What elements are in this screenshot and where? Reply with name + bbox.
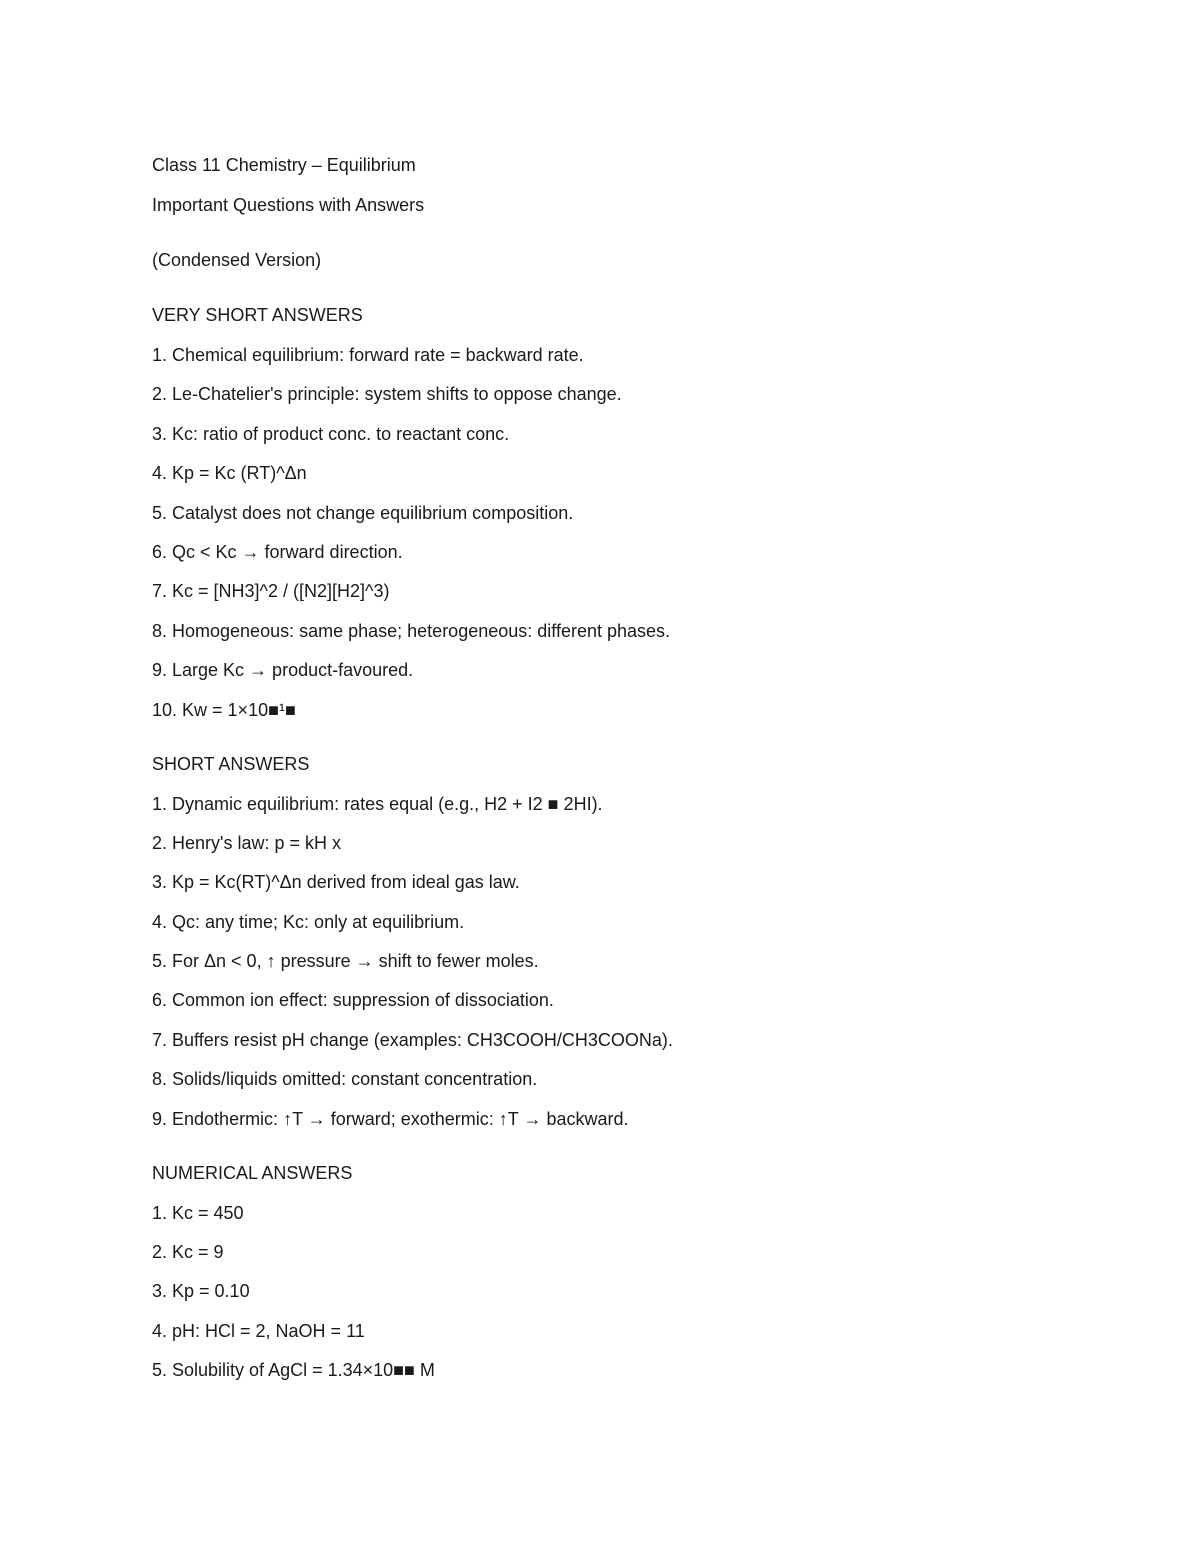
document-subtitle: Important Questions with Answers	[152, 195, 425, 215]
list-item: 1. Kc = 450	[152, 1202, 244, 1223]
list-item: 8. Homogeneous: same phase; heterogeneous: different phases.	[152, 620, 671, 641]
list-item: 1. Chemical equilibrium: forward rate = backward rate.	[152, 345, 584, 365]
section-heading-very-short: VERY SHORT ANSWERS	[152, 305, 363, 325]
list-item: 3. Kp = Kc(RT)^Δn derived from ideal gas law.	[152, 872, 520, 893]
list-item: 9. Endothermic: ↑T → forward; exothermic: ↑T → backward.	[152, 1108, 629, 1129]
list-item: 4. pH: HCl = 2, NaOH = 11	[152, 1320, 365, 1341]
list-item: 3. Kc: ratio of product conc. to reactant conc.	[152, 423, 510, 444]
list-item: 5. Solubility of AgCl = 1.34×10■■ M	[152, 1360, 435, 1381]
list-item: 10. Kw = 1×10■¹■	[152, 699, 296, 720]
list-item: 6. Common ion effect: suppression of dissociation.	[152, 990, 554, 1011]
list-item: 9. Large Kc → product-favoured.	[152, 660, 414, 681]
list-item: 7. Buffers resist pH change (examples: CH3COOH/CH3COONa).	[152, 1029, 673, 1050]
document-content	[152, 153, 1112, 1398]
list-item: 6. Qc < Kc → forward direction.	[152, 541, 403, 562]
list-item: 5. For Δn < 0, ↑ pressure → shift to fewer moles.	[152, 951, 539, 972]
list-item: 2. Kc = 9	[152, 1242, 224, 1263]
list-item: 2. Henry's law: p = kH x	[152, 832, 341, 853]
list-item: 8. Solids/liquids omitted: constant concentration.	[152, 1069, 538, 1090]
section-heading-numerical: NUMERICAL ANSWERS	[152, 1162, 353, 1183]
document-version-note: (Condensed Version)	[152, 250, 322, 270]
list-item: 1. Dynamic equilibrium: rates equal (e.g., H2 + I2 ■ 2HI).	[152, 793, 603, 814]
document-title: Class 11 Chemistry – Equilibrium	[152, 155, 416, 175]
list-item: 4. Kp = Kc (RT)^Δn	[152, 463, 307, 484]
list-item: 2. Le-Chatelier's principle: system shifts to oppose change.	[152, 384, 622, 405]
list-item: 3. Kp = 0.10	[152, 1281, 250, 1302]
list-item: 7. Kc = [NH3]^2 / ([N2][H2]^3)	[152, 581, 390, 602]
list-item: 4. Qc: any time; Kc: only at equilibrium.	[152, 911, 465, 932]
list-item: 5. Catalyst does not change equilibrium composition.	[152, 502, 574, 523]
section-heading-short: SHORT ANSWERS	[152, 753, 310, 774]
